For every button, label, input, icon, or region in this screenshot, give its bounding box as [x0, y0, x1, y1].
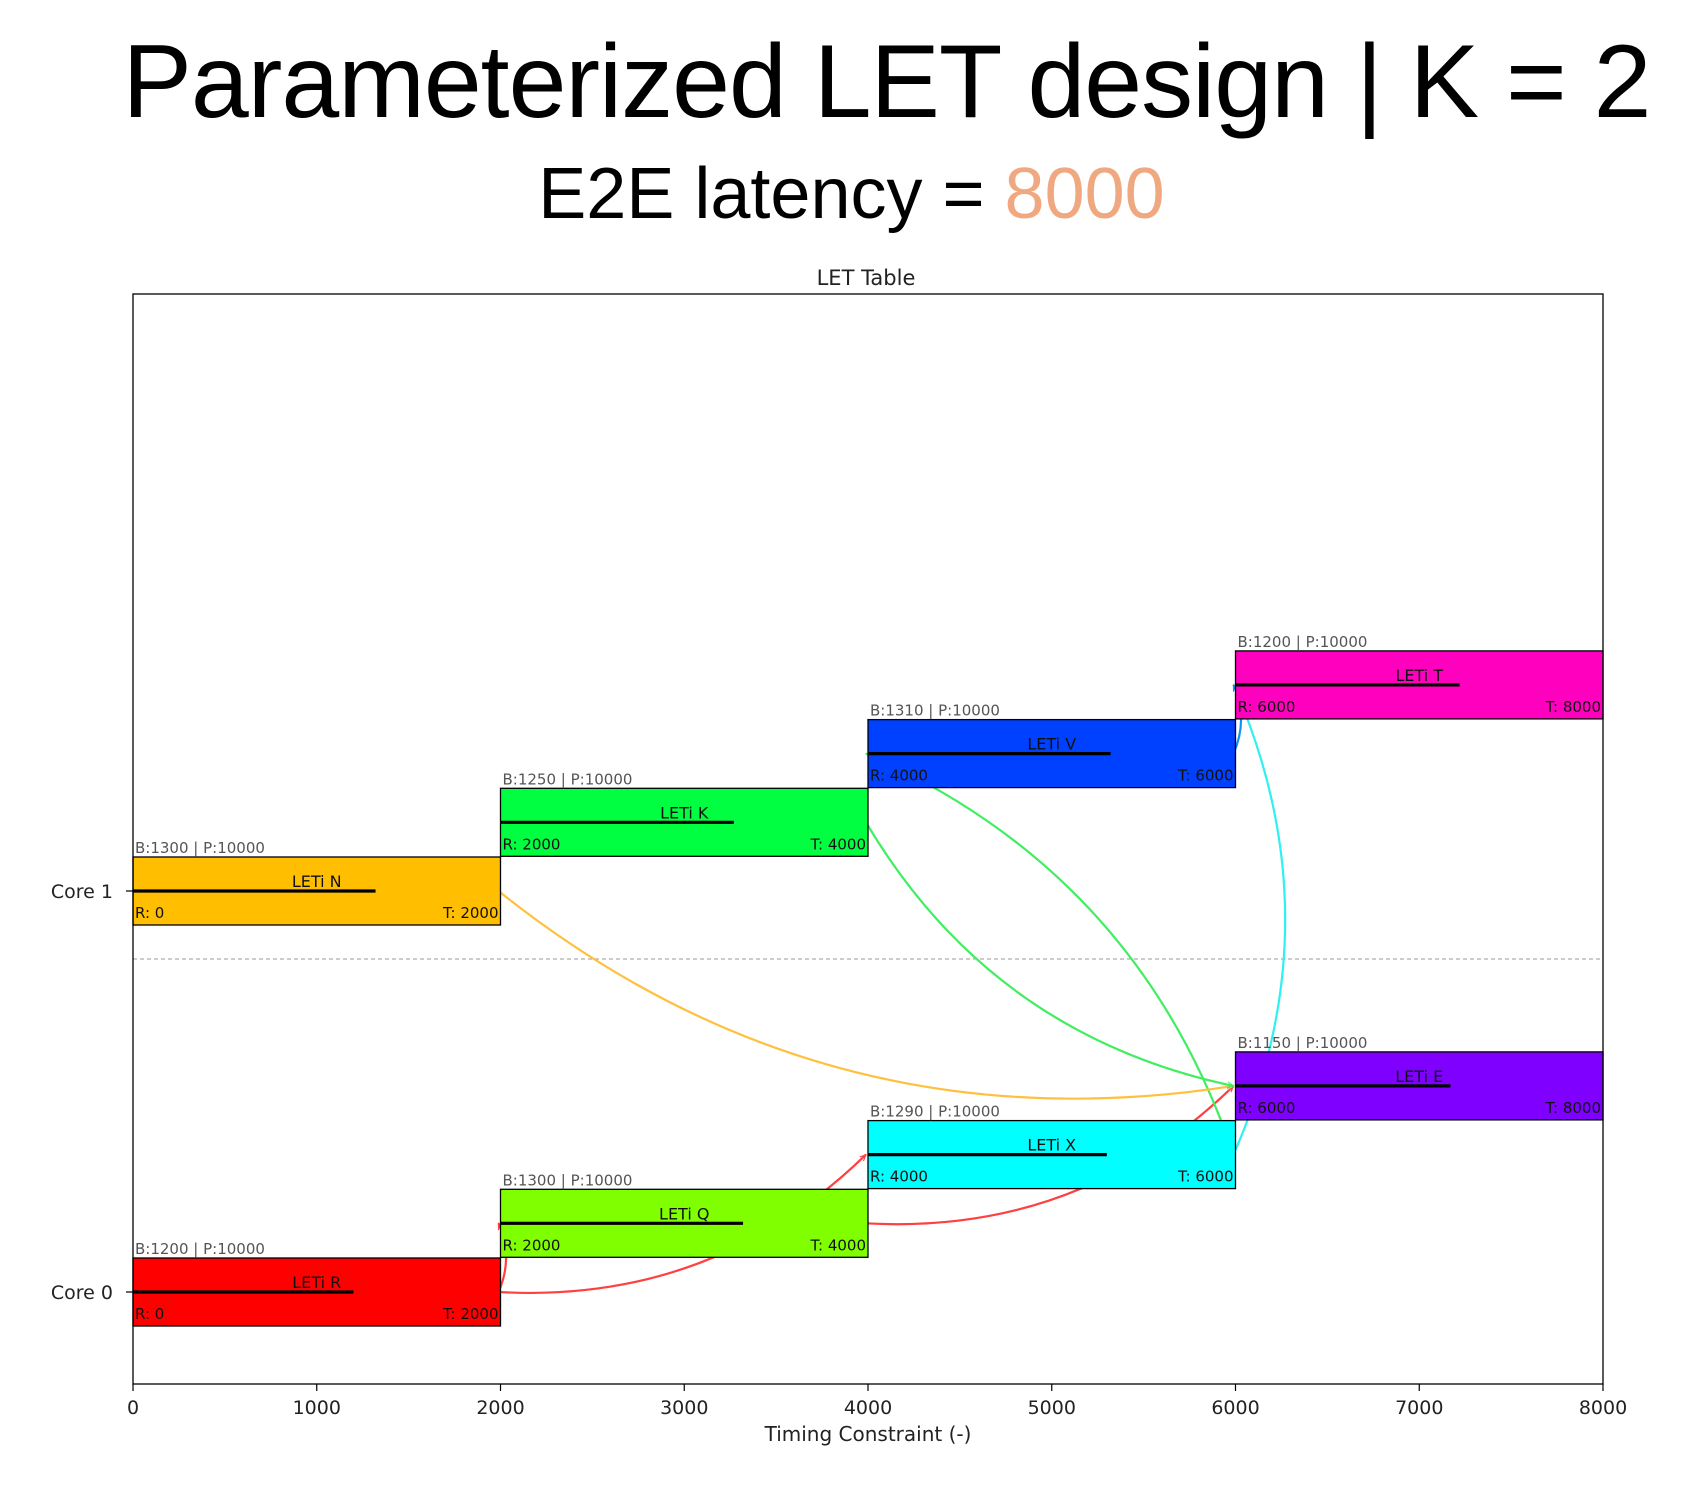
- task-label-leti-t: LETi T: [1395, 665, 1444, 685]
- task-term-leti-r: T: 2000: [442, 1305, 499, 1323]
- x-tick-label: 2000: [476, 1397, 525, 1419]
- task-header-leti-t: B:1200 | P:10000: [1237, 632, 1368, 651]
- task-header-leti-q: B:1300 | P:10000: [502, 1171, 633, 1190]
- chart-title: LET Table: [816, 266, 916, 290]
- task-term-leti-q: T: 4000: [810, 1236, 866, 1255]
- task-header-leti-v: B:1310 | P:10000: [870, 701, 1000, 720]
- y-tick-label-core-0: Core 0: [50, 1282, 113, 1304]
- dependency-arrow: [866, 822, 1234, 1086]
- task-label-leti-r: LETi R: [292, 1273, 342, 1292]
- task-release-leti-n: R: 0: [135, 904, 165, 922]
- task-release-leti-t: R: 6000: [1237, 697, 1296, 716]
- task-header-leti-x: B:1290 | P:10000: [870, 1102, 1000, 1121]
- task-release-leti-v: R: 4000: [870, 766, 928, 785]
- task-term-leti-t: T: 8000: [1545, 697, 1601, 716]
- x-tick-label: 0: [126, 1397, 140, 1419]
- task-release-leti-q: R: 2000: [502, 1236, 561, 1255]
- x-tick-label: 3000: [660, 1397, 709, 1419]
- task-label-leti-v: LETi V: [1027, 734, 1077, 754]
- task-term-leti-e: T: 8000: [1545, 1098, 1601, 1117]
- task-header-leti-n: B:1300 | P:10000: [135, 839, 265, 857]
- x-tick-label: 4000: [843, 1397, 893, 1419]
- y-tick-label-core-1: Core 1: [50, 881, 113, 903]
- task-release-leti-x: R: 4000: [870, 1167, 928, 1186]
- task-term-leti-n: T: 2000: [442, 904, 499, 922]
- task-label-leti-n: LETi N: [291, 872, 342, 891]
- task-header-leti-k: B:1250 | P:10000: [502, 770, 633, 789]
- task-release-leti-r: R: 0: [135, 1305, 165, 1323]
- task-release-leti-e: R: 6000: [1237, 1098, 1296, 1117]
- task-label-leti-x: LETi X: [1027, 1135, 1077, 1155]
- dependency-arrow: [499, 891, 1234, 1099]
- task-term-leti-k: T: 4000: [810, 835, 866, 854]
- dependency-arrow: [866, 754, 1234, 1155]
- latency-value: 8000: [1004, 154, 1165, 234]
- task-term-leti-x: T: 6000: [1177, 1167, 1234, 1186]
- x-tick-label: 1000: [292, 1397, 341, 1419]
- x-tick-label: 8000: [1578, 1397, 1628, 1419]
- x-axis-label: Timing Constraint (-): [764, 1422, 972, 1446]
- latency-label: E2E latency =: [538, 154, 1005, 234]
- page-title: Parameterized LET design | K = 2: [122, 24, 1651, 140]
- x-tick-label: 6000: [1211, 1397, 1260, 1419]
- task-release-leti-k: R: 2000: [502, 835, 561, 854]
- task-term-leti-v: T: 6000: [1177, 766, 1234, 785]
- x-tick-label: 5000: [1027, 1397, 1076, 1419]
- x-tick-label: 7000: [1395, 1397, 1444, 1419]
- task-header-leti-r: B:1200 | P:10000: [135, 1240, 265, 1258]
- task-label-leti-q: LETi Q: [659, 1204, 710, 1224]
- task-label-leti-e: LETi E: [1395, 1066, 1444, 1086]
- task-label-leti-k: LETi K: [660, 803, 709, 823]
- task-header-leti-e: B:1150 | P:10000: [1237, 1033, 1368, 1052]
